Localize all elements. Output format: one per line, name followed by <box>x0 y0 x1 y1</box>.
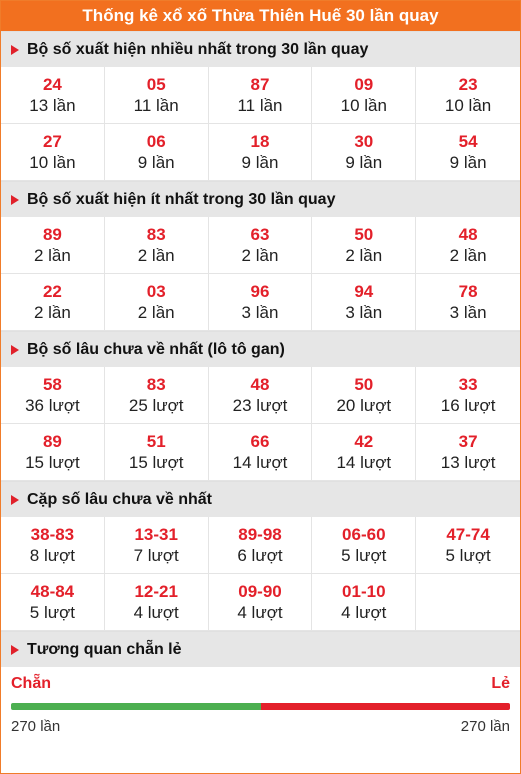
occurrence-count: 9 lần <box>241 152 279 172</box>
number-cell <box>1 424 105 481</box>
number-value: 37 <box>458 431 478 451</box>
occurrence-count: 5 lượt <box>341 545 387 565</box>
number-cell <box>416 124 520 181</box>
number-value: 50 <box>354 224 374 244</box>
occurrence-count: 7 lượt <box>133 545 179 565</box>
occurrence-count: 2 lần <box>33 302 71 322</box>
occurrence-count: 6 lượt <box>237 545 283 565</box>
number-value: 94 <box>354 281 374 301</box>
number-value: 13-31 <box>134 524 178 544</box>
number-cell <box>209 217 313 274</box>
sections <box>1 31 520 631</box>
occurrence-count: 3 lần <box>241 302 279 322</box>
occurrence-count: 9 lần <box>345 152 383 172</box>
number-cell <box>416 274 520 331</box>
number-cell <box>1 67 105 124</box>
number-value: 51 <box>146 431 166 451</box>
occurrence-count: 8 lượt <box>29 545 75 565</box>
number-value: 24 <box>42 74 62 94</box>
occurrence-count: 3 lần <box>449 302 487 322</box>
section-heading: Tương quan chẵn lẻ <box>27 640 182 658</box>
occurrence-count: 13 lần <box>29 95 76 115</box>
number-grid <box>1 367 520 481</box>
number-cell <box>1 124 105 181</box>
number-value: 48-84 <box>30 581 75 601</box>
number-cell <box>1 574 105 631</box>
number-cell <box>416 574 520 631</box>
number-grid <box>1 67 520 181</box>
number-cell <box>105 367 209 424</box>
number-cell <box>1 367 105 424</box>
occurrence-count: 3 lần <box>345 302 383 322</box>
number-value: 03 <box>146 281 166 301</box>
arrow-right-icon <box>11 645 19 655</box>
occurrence-count: 4 lượt <box>133 602 179 622</box>
number-value: 48 <box>458 224 478 244</box>
number-cell <box>416 517 520 574</box>
number-value: 50 <box>354 374 374 394</box>
number-value: 66 <box>250 431 270 451</box>
number-cell <box>312 517 416 574</box>
number-cell <box>416 67 520 124</box>
occurrence-count: 23 lượt <box>232 395 288 415</box>
occurrence-count: 9 lần <box>449 152 487 172</box>
number-grid <box>1 517 520 631</box>
number-value: 83 <box>146 224 166 244</box>
number-value: 78 <box>458 281 478 301</box>
number-value: 18 <box>250 131 270 151</box>
occurrence-count: 2 lần <box>137 302 175 322</box>
parity-bar <box>11 703 510 710</box>
even-label: Chẵn <box>11 675 51 692</box>
section-header <box>1 31 520 67</box>
number-cell <box>209 67 313 124</box>
occurrence-count: 25 lượt <box>128 395 184 415</box>
occurrence-count: 14 lượt <box>232 452 288 472</box>
number-cell <box>209 517 313 574</box>
section-header-parity <box>1 631 520 667</box>
number-cell <box>1 274 105 331</box>
number-value: 33 <box>458 374 478 394</box>
occurrence-count: 13 lượt <box>440 452 496 472</box>
occurrence-count: 36 lượt <box>25 395 80 415</box>
occurrence-count: 4 lượt <box>341 602 387 622</box>
number-value: 89 <box>42 224 62 244</box>
number-value: 06-60 <box>342 524 386 544</box>
number-value: 05 <box>146 74 166 94</box>
number-value: 48 <box>250 374 270 394</box>
number-cell <box>312 217 416 274</box>
number-value: 63 <box>250 224 270 244</box>
number-cell <box>209 574 313 631</box>
occurrence-count: 2 lần <box>137 245 175 265</box>
number-value: 09-90 <box>238 581 282 601</box>
number-value: 87 <box>250 74 270 94</box>
number-cell <box>105 517 209 574</box>
number-value: 83 <box>146 374 166 394</box>
number-value: 01-10 <box>342 581 386 601</box>
occurrence-count: 5 lượt <box>29 602 75 622</box>
number-cell <box>209 367 313 424</box>
number-cell <box>105 274 209 331</box>
number-value: 47-74 <box>446 524 490 544</box>
occurrence-count: 10 lần <box>444 95 492 115</box>
number-cell <box>416 217 520 274</box>
section-heading: Bộ số xuất hiện nhiều nhất trong 30 lần quay <box>27 40 369 58</box>
number-cell <box>312 574 416 631</box>
occurrence-count: 14 lượt <box>336 452 392 472</box>
section-header <box>1 331 520 367</box>
section-header <box>1 181 520 217</box>
number-cell <box>105 124 209 181</box>
odd-label: Lẻ <box>491 675 510 692</box>
number-cell <box>312 124 416 181</box>
occurrence-count: 11 lần <box>133 95 179 115</box>
number-cell <box>312 67 416 124</box>
occurrence-count: 15 lượt <box>128 452 184 472</box>
number-value: 96 <box>250 281 270 301</box>
occurrence-count: 16 lượt <box>440 395 496 415</box>
number-cell <box>416 424 520 481</box>
number-cell <box>105 67 209 124</box>
arrow-right-icon <box>11 495 19 505</box>
occurrence-count: 4 lượt <box>237 602 283 622</box>
number-cell <box>312 367 416 424</box>
number-cell <box>105 217 209 274</box>
number-cell <box>1 517 105 574</box>
section-heading: Bộ số xuất hiện ít nhất trong 30 lần quay <box>27 190 336 208</box>
arrow-right-icon <box>11 45 19 55</box>
number-value: 27 <box>42 131 62 151</box>
parity-bar-even <box>11 703 261 710</box>
number-value: 54 <box>458 131 478 151</box>
number-value: 22 <box>42 281 62 301</box>
number-grid <box>1 217 520 331</box>
occurrence-count: 2 lần <box>449 245 487 265</box>
number-cell <box>105 574 209 631</box>
occurrence-count: 2 lần <box>33 245 71 265</box>
number-value: 89-98 <box>238 524 282 544</box>
parity-bar-odd <box>261 703 511 710</box>
number-value: 58 <box>42 374 62 394</box>
occurrence-count: 9 lần <box>137 152 175 172</box>
number-value: 09 <box>354 74 374 94</box>
occurrence-count: 11 lần <box>237 95 283 115</box>
number-cell <box>416 367 520 424</box>
occurrence-count: 5 lượt <box>445 545 491 565</box>
number-cell <box>209 424 313 481</box>
page-title: Thống kê xổ xố Thừa Thiên Huế 30 lần quay <box>1 1 520 31</box>
occurrence-count: 2 lần <box>345 245 383 265</box>
number-cell <box>312 424 416 481</box>
arrow-right-icon <box>11 345 19 355</box>
number-value: 30 <box>354 131 374 151</box>
number-cell <box>209 124 313 181</box>
number-value: 42 <box>354 431 374 451</box>
parity-block <box>1 675 520 735</box>
section-heading: Bộ số lâu chưa về nhất (lô tô gan) <box>27 340 285 358</box>
occurrence-count: 15 lượt <box>25 452 80 472</box>
occurrence-count: 2 lần <box>241 245 279 265</box>
occurrence-count: 10 lần <box>340 95 387 115</box>
odd-count: 270 lần <box>460 718 510 735</box>
section-header <box>1 481 520 517</box>
number-value: 06 <box>146 131 166 151</box>
even-count: 270 lần <box>11 718 61 735</box>
number-value: 12-21 <box>134 581 178 601</box>
number-cell <box>1 217 105 274</box>
occurrence-count: 20 lượt <box>336 395 392 415</box>
section-heading: Cặp số lâu chưa về nhất <box>27 490 212 508</box>
arrow-right-icon <box>11 195 19 205</box>
number-value: 23 <box>458 74 478 94</box>
number-cell <box>209 274 313 331</box>
occurrence-count: 10 lần <box>29 152 76 172</box>
number-value: 89 <box>42 431 62 451</box>
number-cell <box>105 424 209 481</box>
number-cell <box>312 274 416 331</box>
number-value: 38-83 <box>30 524 75 544</box>
